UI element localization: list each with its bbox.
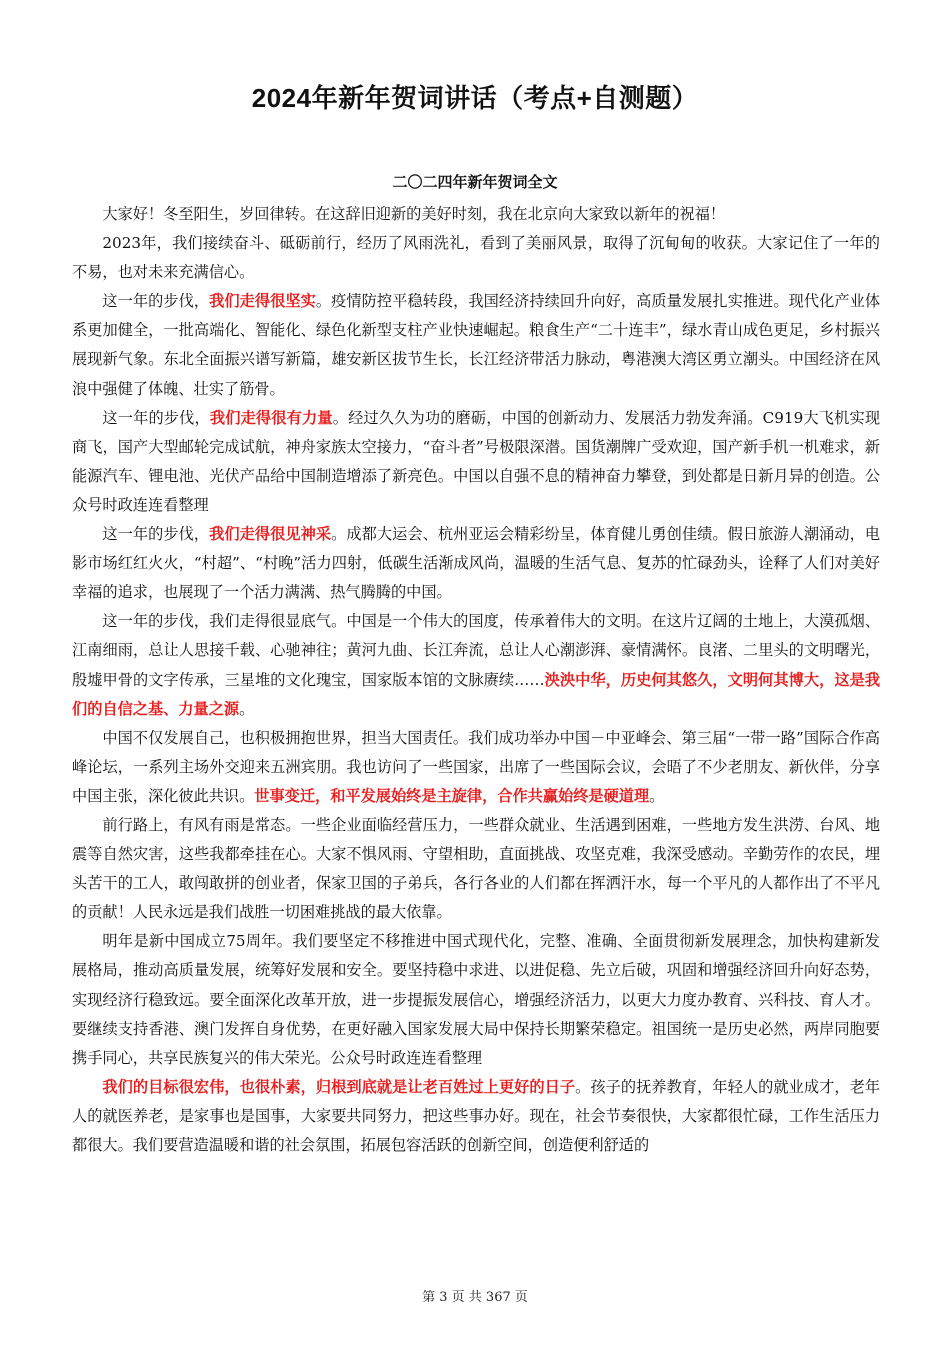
paragraph <box>72 229 880 287</box>
highlight-text: 泱泱中华，历史何其悠久，文明何其博大，这是我们的自信之基、力量之源 <box>72 670 881 718</box>
highlight-text: 我们的目标很宏伟，也很朴素，归根到底就是让老百姓过上更好的日子 <box>102 1077 576 1096</box>
paragraph-text: 前行路上，有风有雨是常态。一些企业面临经营压力，一些群众就业、生活遇到困难，一些地方发生洪涝、台风、地震等自然灾害，这些我都牵挂在心。大家不惧风雨、守望相助，直面挑战、攻坚克难，我深受感动。辛勤劳作的农民，埋头苦干的工人，敢闯敢拼的创业者，保家卫国的子弟兵，各行各业的人们都在挥洒汗水，每一个平凡的人都作出了不平凡的贡献！人民永远是我们战胜一切困难挑战的最大依靠。 <box>72 815 880 922</box>
paragraph <box>72 607 880 723</box>
paragraph-text: 这一年的步伐， <box>102 292 210 311</box>
paragraph <box>72 1073 880 1160</box>
highlight-text: 世事变迁，和平发展始终是主旋律，合作共赢始终是硬道理 <box>254 786 650 805</box>
paragraph-text: 中国不仅发展自己，也积极拥抱世界，担当大国责任。我们成功举办中国－中亚峰会、第三届“一带一路”国际合作高峰论坛，一系列主场外交迎来五洲宾朋。我也访问了一些国家，出席了一些国际会议，会晤了不少老朋友、新伙伴，分享中国主张，深化彼此共识。 <box>72 728 880 805</box>
paragraph-text: 。疫情防控平稳转段，我国经济持续回升向好，高质量发展扎实推进。现代化产业体系更加健全，一批高端化、智能化、绿色化新型支柱产业快速崛起。粮食生产“二十连丰”，绿水青山成色更足，乡村振兴展现新气象。东北全面振兴谱写新篇，雄安新区拔节生长，长江经济带活力脉动，粤港澳大湾区勇立潮头。中国经济在风浪中强健了体魄、壮实了筋骨。 <box>72 292 881 398</box>
paragraph-text: 这一年的步伐，我们走得很显底气。中国是一个伟大的国度，传承着伟大的文明。在这片辽阔的土地上，大漠孤烟、江南细雨，总让人思接千载、心驰神往；黄河九曲、长江奔流，总让人心潮澎湃、豪情满怀。良渚、二里头的文明曙光，殷墟甲骨的文字传承，三星堆的文化瑰宝，国家版本馆的文脉赓续…… <box>72 612 880 689</box>
document-body <box>72 200 880 1160</box>
paragraph-text: 。 <box>239 699 255 718</box>
paragraph <box>72 287 880 403</box>
paragraph-text: 。孩子的抚养教育，年轻人的就业成才，老年人的就医养老，是家事也是国事，大家要共同努力，把这些事办好。现在，社会节奏很快，大家都很忙碌，工作生活压力都很大。我们要营造温暖和谐的社会氛围，拓展包容活跃的创新空间，创造便利舒适的 <box>72 1077 881 1154</box>
highlight-text: 我们走得很坚实 <box>209 292 316 311</box>
document-title: 2024年新年贺词讲话（考点+自测题） <box>251 83 699 113</box>
highlight-text: 我们走得很见神采 <box>209 525 332 544</box>
section-title: 二〇二四年新年贺词全文 <box>392 173 558 191</box>
paragraph-text: 。 <box>649 786 665 805</box>
highlight-text: 我们走得很有力量 <box>209 408 333 427</box>
paragraph <box>72 724 880 811</box>
paragraph-text: 大家好！冬至阳生，岁回律转。在这辞旧迎新的美好时刻，我在北京向大家致以新年的祝福！ <box>102 205 726 223</box>
paragraph-text: 2023年，我们接续奋斗、砥砺前行，经历了风雨洗礼，看到了美丽风景，取得了沉甸甸的收获。大家记住了一年的不易，也对未来充满信心。 <box>72 234 880 282</box>
paragraph <box>72 520 880 607</box>
paragraph-text: 。经过久久为功的磨砺，中国的创新动力、发展活力勃发奔涌。C919大飞机实现商飞，国产大型邮轮完成试航，神舟家族太空接力，“奋斗者”号极限深潜。国货潮牌广受欢迎，国产新手机一机难求，新能源汽车、锂电池、光伏产品给中国制造增添了新亮色。中国以自强不息的精神奋力攀登，到处都是日新月异的创造。公众号时政连连看整理 <box>72 408 881 514</box>
page-footer: 第 3 页 共 367 页 <box>422 1290 528 1305</box>
paragraph-text: 。成都大运会、杭州亚运会精彩纷呈，体育健儿勇创佳绩。假日旅游人潮涌动，电影市场红红火火，“村超”、“村晚”活力四射，低碳生活渐成风尚，温暖的生活气息、复苏的忙碌劲头，诠释了人们对美好幸福的追求，也展现了一个活力满满、热气腾腾的中国。 <box>72 525 881 602</box>
paragraph <box>72 927 880 1072</box>
paragraph-text: 明年是新中国成立75周年。我们要坚定不移推进中国式现代化，完整、准确、全面贯彻新发展理念，加快构建新发展格局，推动高质量发展，统筹好发展和安全。要坚持稳中求进、以进促稳、先立后破，巩固和增强经济回升向好态势，实现经济行稳致远。要全面深化改革开放，进一步提振发展信心，增强经济活力，以更大力度办教育、兴科技、育人才。要继续支持香港、澳门发挥自身优势，在更好融入国家发展大局中保持长期繁荣稳定。祖国统一是历史必然，两岸同胞要携手同心，共享民族复兴的伟大荣光。公众号时政连连看整理 <box>72 932 880 1067</box>
paragraph <box>72 200 880 229</box>
paragraph <box>72 404 880 520</box>
paragraph-text: 这一年的步伐， <box>102 408 210 427</box>
paragraph <box>72 811 880 927</box>
paragraph-text: 这一年的步伐， <box>102 525 210 544</box>
